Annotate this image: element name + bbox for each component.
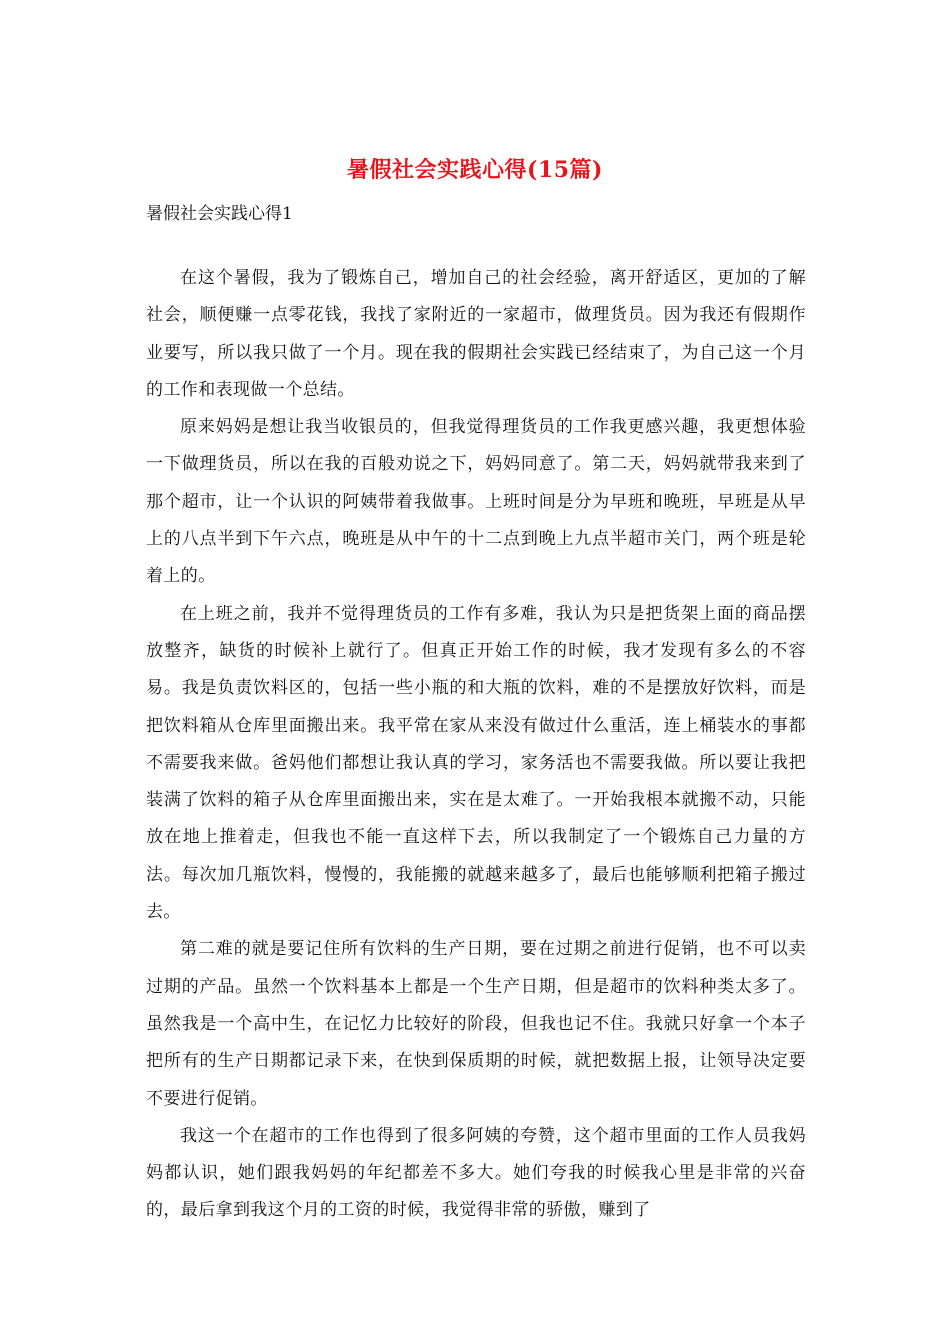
paragraph: 我这一个在超市的工作也得到了很多阿姨的夸赞，这个超市里面的工作人员我妈妈都认识，她们跟我妈妈的年纪都差不多大。她们夸我的时候我心里是非常的兴奋的，最后拿到我这个月的工资的时候，我觉得非常的骄傲，赚到了 [146, 1125, 806, 1221]
paragraph: 原来妈妈是想让我当收银员的，但我觉得理货员的工作我更感兴趣，我更想体验一下做理货员，所以在我的百般劝说之下，妈妈同意了。第二天，妈妈就带我来到了那个超市，让一个认识的阿姨带着我做事。上班时间是分为早班和晚班，早班是从早上的八点半到下午六点，晚班是从中午的十二点到晚上九点半超市关门，两个班是轮着上的。 [146, 417, 806, 587]
document-title: 暑假社会实践心得(15篇) [347, 157, 603, 183]
paragraph: 在上班之前，我并不觉得理货员的工作有多难，我认为只是把货架上面的商品摆放整齐，缺货的时候补上就行了。但真正开始工作的时候，我才发现有多么的不容易。我是负责饮料区的，包括一些小瓶的和大瓶的饮料，难的不是摆放好饮料，而是把饮料箱从仓库里面搬出来。我平常在家从来没有做过什么重活，连上桶装水的事都不需要我来做。爸妈他们都想让我认真的学习，家务活也不需要我做。所以要让我把装满了饮料的箱子从仓库里面搬出来，实在是太难了。一开始我根本就搬不动，只能放在地上推着走，但我也不能一直这样下去，所以我制定了一个锻炼自己力量的方法。每次加几瓶饮料，慢慢的，我能搬的就越来越多了，最后也能够顺利把箱子搬过去。 [146, 603, 806, 923]
document-body [146, 260, 806, 1230]
paragraph: 第二难的就是要记住所有饮料的生产日期，要在过期之前进行促销，也不可以卖过期的产品。虽然一个饮料基本上都是一个生产日期，但是超市的饮料种类太多了。虽然我是一个高中生，在记忆力比较好的阶段，但我也记不住。我就只好拿一个本子把所有的生产日期都记录下来，在快到保质期的时候，就把数据上报，让领导决定要不要进行促销。 [146, 939, 806, 1109]
section-heading: 暑假社会实践心得1 [146, 204, 293, 224]
paragraph: 在这个暑假，我为了锻炼自己，增加自己的社会经验，离开舒适区，更加的了解社会，顺便赚一点零花钱，我找了家附近的一家超市，做理货员。因为我还有假期作业要写，所以我只做了一个月。现在我的假期社会实践已经结束了，为自己这一个月的工作和表现做一个总结。 [146, 268, 806, 400]
